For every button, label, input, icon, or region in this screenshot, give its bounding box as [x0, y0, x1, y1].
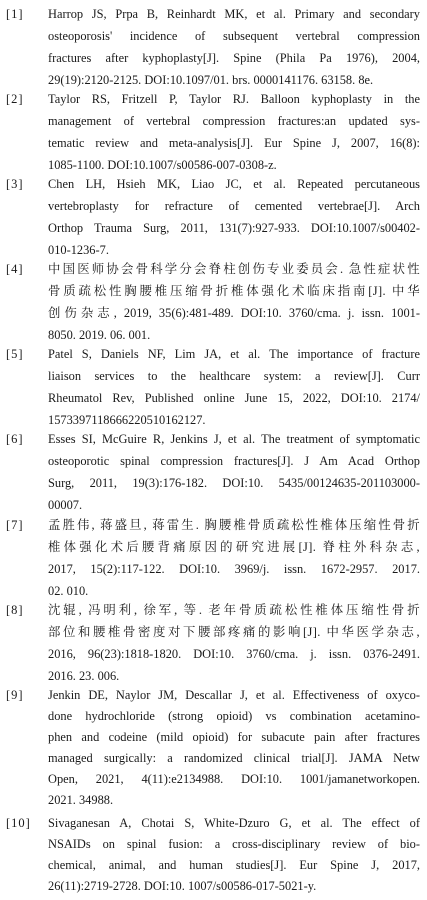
reference-line: 部位和腰椎骨密度对下腰部疼痛的影响[J]. 中华医学杂志,	[48, 625, 420, 639]
reference-line: osteoporosis' incidence of subsequent vertebral compression	[48, 29, 420, 43]
reference-line: Patel S, Daniels NF, Lim JA, et al. The importance of fracture	[48, 347, 420, 361]
reference-line: 2021. 34988.	[48, 793, 114, 807]
reference-line: 椎体强化术后腰背痛原因的研究进展[J]. 脊柱外科杂志,	[48, 540, 420, 554]
reference-line: Esses SI, McGuire R, Jenkins J, et al. The treatment of symptomatic	[48, 432, 420, 446]
reference-number: [1]	[6, 7, 24, 21]
reference-number: [7]	[6, 518, 24, 532]
reference-line: 29(19):2120-2125. DOI:10.1097/01. brs. 0000141176. 63158. 8e.	[48, 73, 374, 87]
reference-line: NSAIDs on spinal fusion: a cross-disciplinary review of bio-	[48, 837, 420, 851]
reference-line: fractures after kyphoplasty[J]. Spine (Phila Pa 1976), 2004,	[48, 51, 420, 65]
reference-number: [8]	[6, 603, 24, 617]
reference-line: phen and codeine (mild opioid) for subacute pain after fractures	[48, 730, 420, 744]
reference-line: osteoporotic spinal compression fractures[J]. J Am Acad Orthop	[48, 454, 420, 468]
reference-line: 02. 010.	[48, 584, 89, 598]
reference-line: management of vertebral compression fractures:an updated sys-	[48, 114, 420, 128]
reference-line: tematic review and meta-analysis[J]. Eur Spine J, 2007, 16(8):	[48, 136, 420, 150]
reference-line: liaison services to the healthcare system: a review[J]. Curr	[48, 369, 420, 383]
reference-line: 010-1236-7.	[48, 243, 109, 257]
reference-number: [2]	[6, 92, 24, 106]
reference-line: Orthop Trauma Surg, 2011, 131(7):927-933. DOI:10.1007/s00402-	[48, 221, 420, 235]
reference-line: Surg, 2011, 19(3):176-182. DOI:10. 5435/00124635-201103000-	[48, 476, 420, 490]
reference-number: [9]	[6, 688, 24, 702]
reference-line: Rheumatol Rev, Published online June 15, 2022, DOI:10. 2174/	[48, 391, 420, 405]
reference-number: [3]	[6, 177, 24, 191]
reference-line: 26(11):2719-2728. DOI:10. 1007/s00586-017-5021-y.	[48, 879, 317, 893]
reference-line: 2017, 15(2):117-122. DOI:10. 3969/j. issn. 1672-2957. 2017.	[48, 562, 420, 576]
reference-number: [10]	[6, 816, 31, 830]
reference-line: Taylor RS, Fritzell P, Taylor RJ. Balloon kyphoplasty in the	[48, 92, 420, 106]
reference-line: 00007.	[48, 498, 83, 512]
reference-line: Sivaganesan A, Chotai S, White-Dzuro G, et al. The effect of	[48, 816, 420, 830]
reference-line: 2016. 23. 006.	[48, 669, 120, 683]
reference-line: Open, 2021, 4(11):e2134988. DOI:10. 1001/jamanetworkopen.	[48, 772, 420, 786]
reference-line: 2016, 96(23):1818-1820. DOI:10. 3760/cma. j. issn. 0376-2491.	[48, 647, 420, 661]
reference-line: 8050. 2019. 06. 001.	[48, 328, 151, 342]
reference-number: [6]	[6, 432, 24, 446]
reference-line: 中国医师协会骨科学分会脊柱创伤专业委员会. 急性症状性	[48, 262, 420, 276]
reference-line: Chen LH, Hsieh MK, Liao JC, et al. Repeated percutaneous	[48, 177, 420, 191]
reference-line: 1085-1100. DOI:10.1007/s00586-007-0308-z.	[48, 158, 277, 172]
reference-line: chemical, animal, and human studies[J]. Eur Spine J, 2017,	[48, 858, 420, 872]
reference-line: 沈辊, 冯明利, 徐军, 等. 老年骨质疏松性椎体压缩性骨折	[48, 603, 420, 617]
reference-line: done hydrochloride (strong opioid) vs combination acetamino-	[48, 709, 420, 723]
reference-line: Jenkin DE, Naylor JM, Descallar J, et al. Effectiveness of oxyco-	[48, 688, 420, 702]
reference-line: managed surgically: a randomized clinical trial[J]. JAMA Netw	[48, 751, 420, 765]
reference-line: 孟胜伟, 蒋盛旦, 蒋雷生. 胸腰椎骨质疏松性椎体压缩性骨折	[48, 518, 420, 532]
reference-line: vertebroplasty for refracture of cemented vertebrae[J]. Arch	[48, 199, 420, 213]
reference-line: 1573397118666220510162127.	[48, 413, 206, 427]
reference-number: [5]	[6, 347, 24, 361]
reference-line: 创伤杂志, 2019, 35(6):481-489. DOI:10. 3760/cma. j. issn. 1001-	[48, 306, 420, 320]
reference-line: 骨质疏松性胸腰椎压缩骨折椎体强化术临床指南[J]. 中华	[48, 284, 420, 298]
reference-number: [4]	[6, 262, 24, 276]
reference-line: Harrop JS, Prpa B, Reinhardt MK, et al. Primary and secondary	[48, 7, 420, 21]
